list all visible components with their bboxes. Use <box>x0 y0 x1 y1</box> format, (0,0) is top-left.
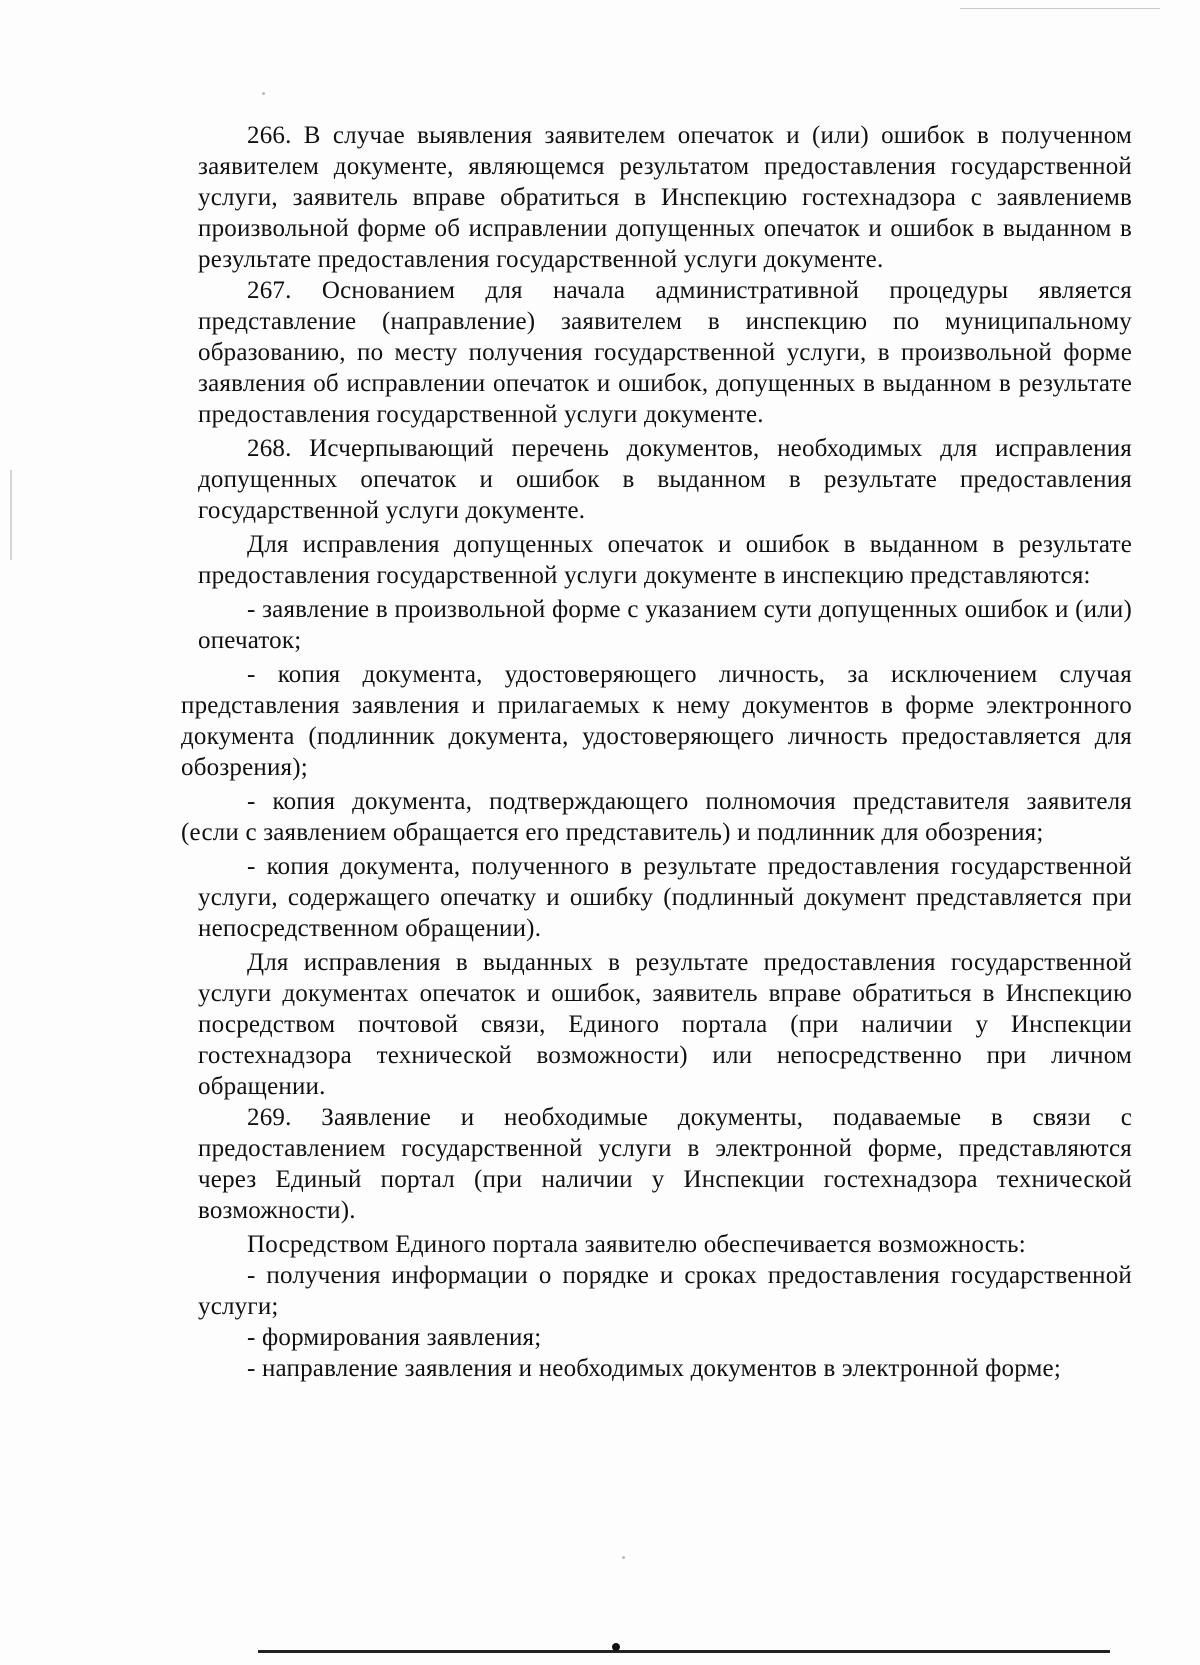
paragraph-documents-intro: Для исправления допущенных опечаток и ошибок в выданном в результате предоставления государственной услуги документе в инспекцию представляются: <box>198 531 1132 589</box>
scan-artifact-left <box>10 470 12 560</box>
scan-artifact-top <box>960 8 1160 9</box>
list-item-identity-document: - копия документа, удостоверяющего личность, за исключением случая представления заявления и прилагаемых к нему документов в форме электронного документа (подлинник документа, удостоверяющего личность предоставляется для обозрения); <box>181 661 1132 781</box>
list-item-document-with-errors: - копия документа, полученного в результате предоставления государственной услуги, содержащего опечатку и ошибку (подлинный документ представляется при непосредственном обращении). <box>198 853 1132 942</box>
paragraph-correction-channels: Для исправления в выданных в результате предоставления государственной услуги документах опечаток и ошибок, заявитель вправе обратиться в Инспекцию посредством почтовой связи, Единого портала (при наличии у Инспекции гостехнадзора технической возможности) или непосредственно при личном обращении. <box>198 949 1132 1100</box>
document-body <box>181 120 1132 1384</box>
list-item-send-documents: - направление заявления и необходимых документов в электронной форме; <box>247 1355 1061 1382</box>
list-item-representative-authority: - копия документа, подтверждающего полномочия представителя заявителя (если с заявлением обращается его представитель) и подлинник для обозрения; <box>181 788 1132 846</box>
scan-artifact-bottom-dot <box>612 1643 620 1651</box>
paragraph-266: 266. В случае выявления заявителем опечаток и (или) ошибок в полученном заявителем документе, являющемся результатом предоставления государственной услуги, заявитель вправе обратиться в Инспекцию гостехнадзора с заявлениемв произвольной форме об исправлении допущенных опечаток и ошибок в выданном в результате предоставления государственной услуги документе. <box>198 122 1132 273</box>
scan-speck <box>622 1556 625 1559</box>
list-item-information: - получения информации о порядке и сроках предоставления государственной услуги; <box>198 1262 1132 1320</box>
list-item-form-application: - формирования заявления; <box>247 1324 542 1351</box>
paragraph-267: 267. Основанием для начала административной процедуры является представление (направление) заявителем в инспекцию по муниципальному образованию, по месту получения государственной услуги, в произвольной форме заявления об исправлении опечаток и ошибок, допущенных в выданном в результате предоставления государственной услуги документе. <box>198 277 1132 428</box>
paragraph-portal-capabilities: Посредством Единого портала заявителю обеспечивается возможность: <box>247 1231 1026 1258</box>
scan-speck <box>262 92 265 95</box>
paragraph-269: 269. Заявление и необходимые документы, подаваемые в связи с предоставлением государственной услуги в электронной форме, представляются через Единый портал (при наличии у Инспекции гостехнадзора технической возможности). <box>198 1104 1132 1224</box>
scan-artifact-bottom-line <box>258 1650 1110 1653</box>
paragraph-268: 268. Исчерпывающий перечень документов, необходимых для исправления допущенных опечаток и ошибок в выданном в результате предоставления государственной услуги документе. <box>198 435 1132 524</box>
list-item-application: - заявление в произвольной форме с указанием сути допущенных ошибок и (или) опечаток; <box>198 596 1132 654</box>
